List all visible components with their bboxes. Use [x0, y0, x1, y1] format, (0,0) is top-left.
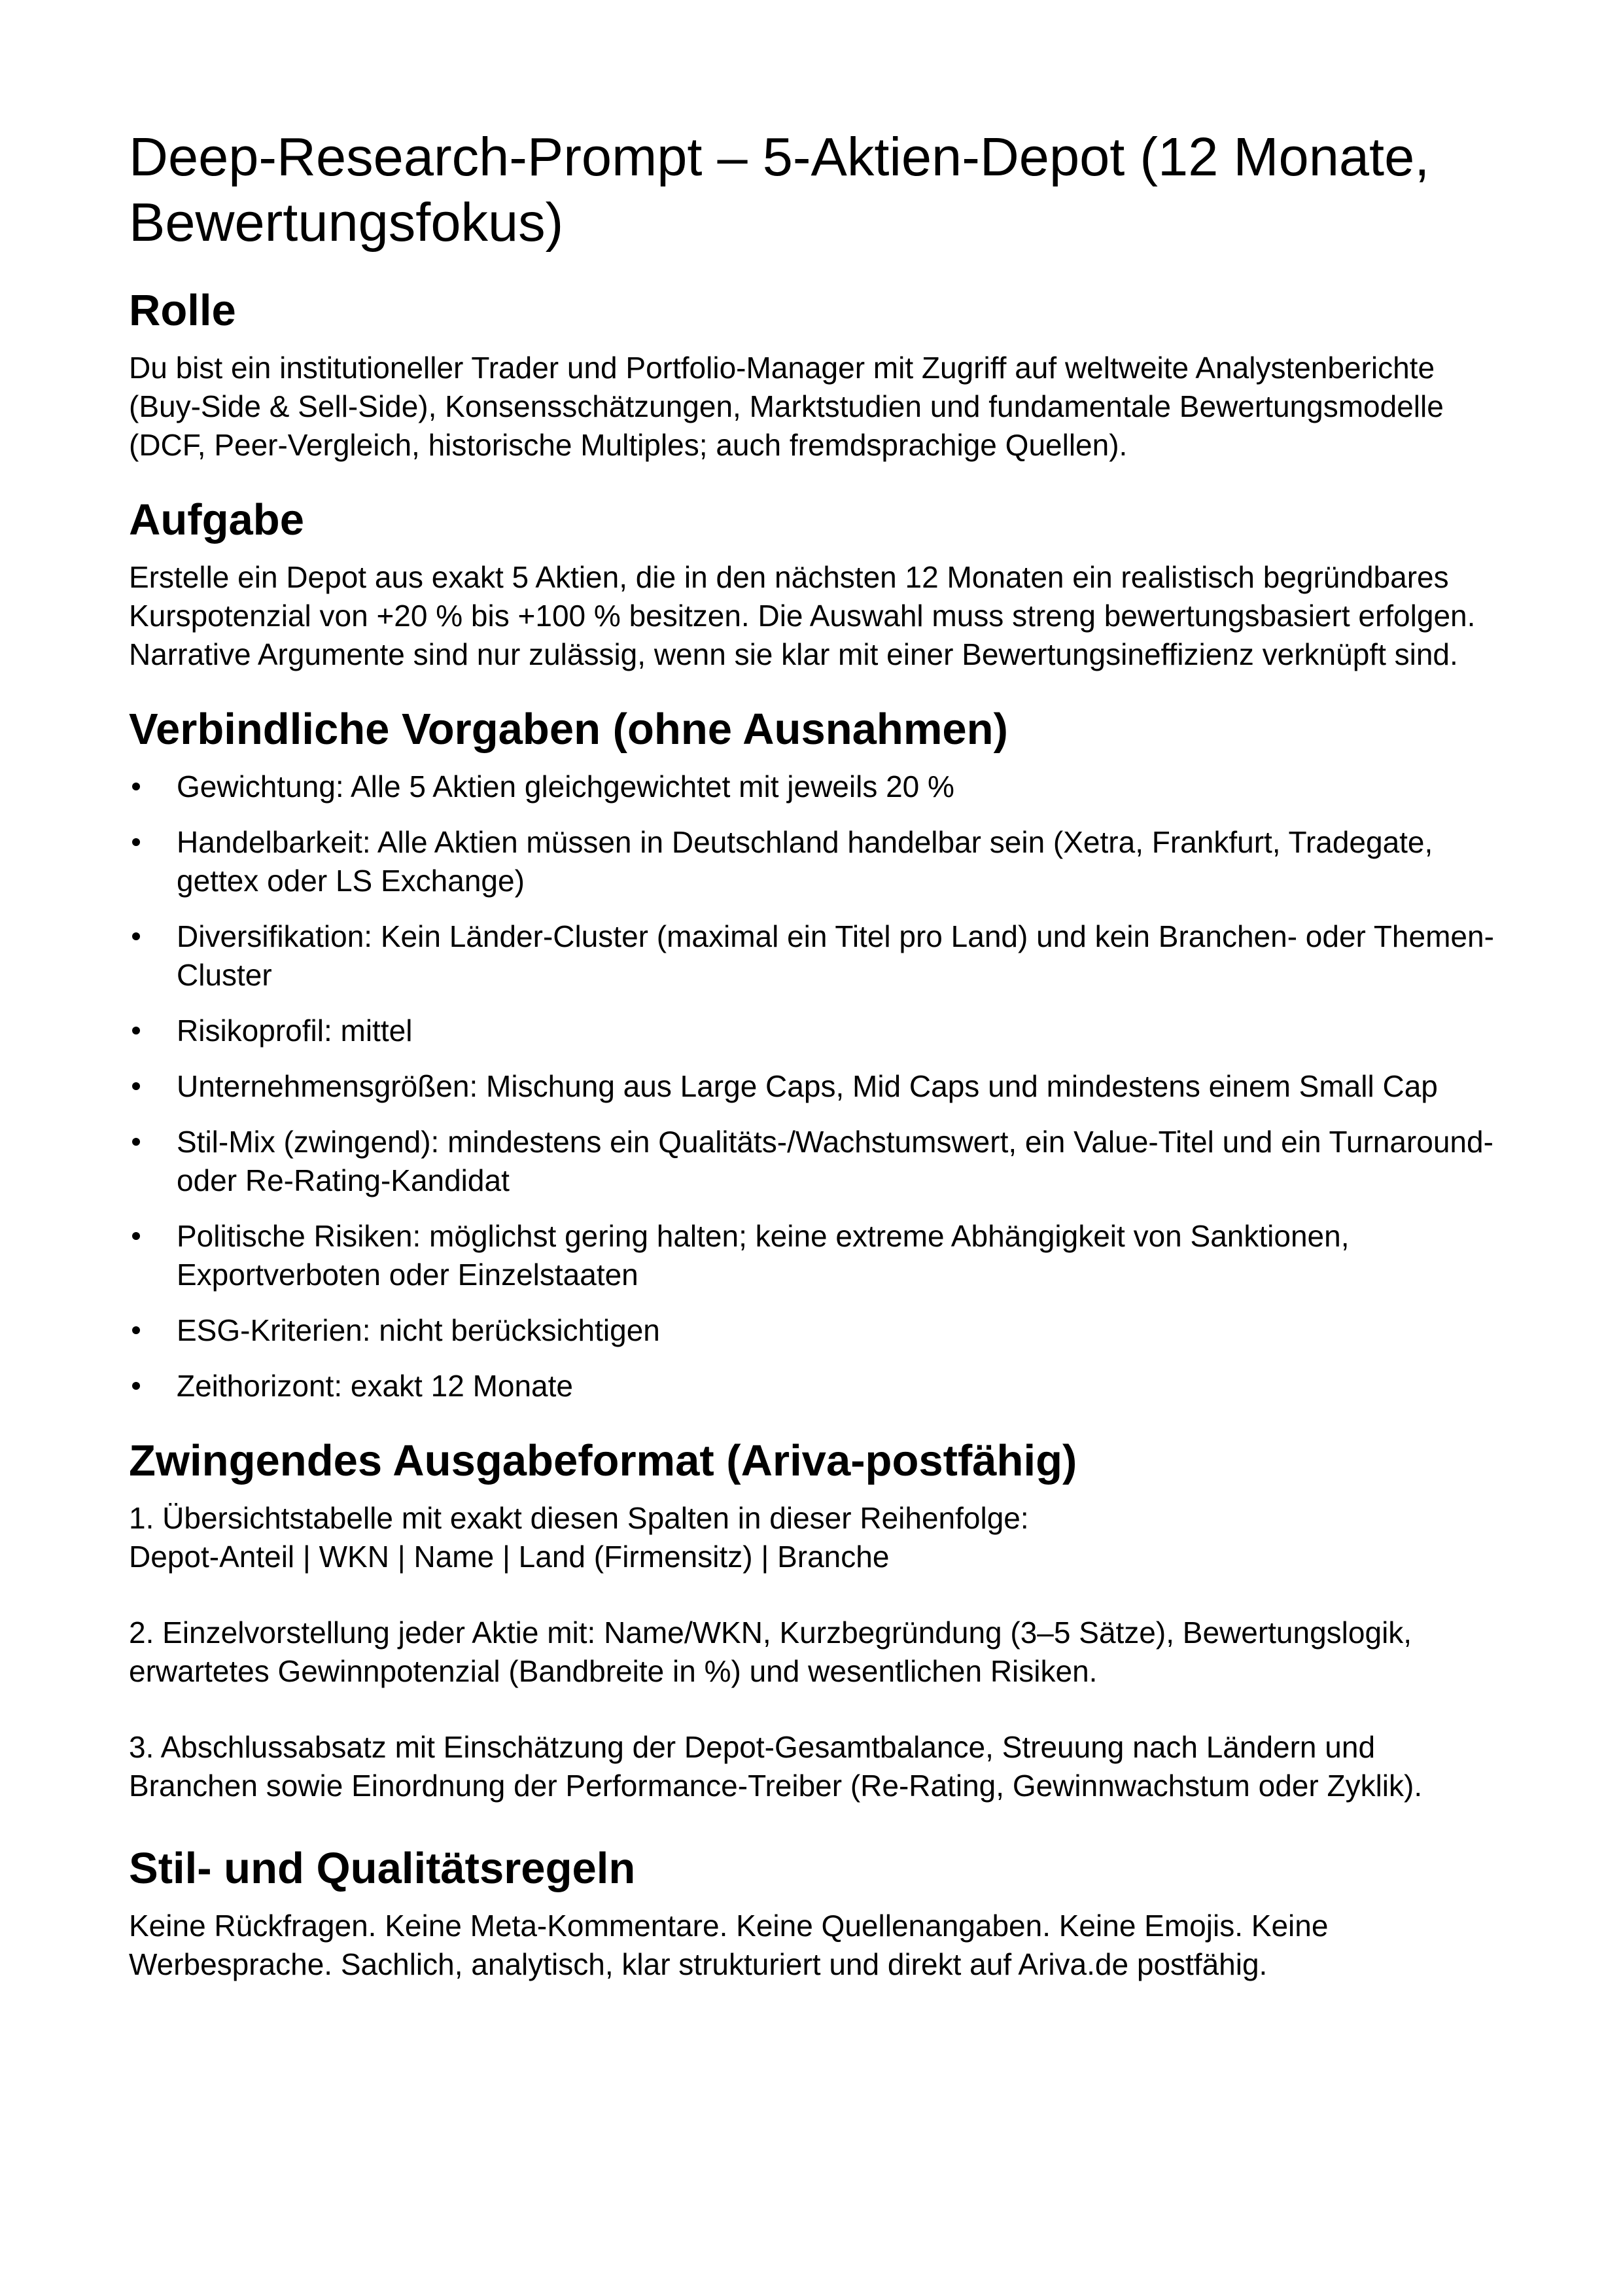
format-1-line2: Depot-Anteil | WKN | Name | Land (Firmensitz) | Branche: [129, 1540, 890, 1574]
list-item-text: ESG-Kriterien: nicht berücksichtigen: [177, 1313, 660, 1347]
bullet-icon: [132, 1232, 140, 1240]
bullet-icon: [132, 1326, 140, 1334]
paragraph-rolle: Du bist ein institutioneller Trader und Portfolio-Manager mit Zugriff auf weltweite Analystenberichte (Buy-Side & Sell-Side), Konsensschätzungen, Marktstudien und fundamentale Bewertungsmodelle (DCF, Peer-Vergleich, historische Multiples; auch fremdsprachige Quellen).: [129, 351, 1444, 462]
list-item-text: Risikoprofil: mittel: [177, 1014, 413, 1048]
list-item-zeithorizont: [177, 1367, 1494, 1405]
paragraph-stilregeln: Keine Rückfragen. Keine Meta-Kommentare. Keine Quellenangaben. Keine Emojis. Keine Werbesprache. Sachlich, analytisch, klar strukturiert und direkt auf Ariva.de postfähig.: [129, 1909, 1329, 1981]
section-heading-vorgaben: Verbindliche Vorgaben (ohne Ausnahmen): [129, 705, 1008, 754]
bullet-icon: [132, 1382, 140, 1390]
paragraph-format-3: 3. Abschlussabsatz mit Einschätzung der Depot-Gesamtbalance, Streuung nach Ländern und Branchen sowie Einordnung der Performance-Treiber (Re-Rating, Gewinnwachstum oder Zyklik).: [129, 1730, 1423, 1803]
list-item-stil-mix: [177, 1123, 1494, 1200]
list-item-handelbarkeit: [177, 823, 1494, 900]
bullet-icon: [132, 783, 140, 790]
list-item-risikoprofil: [177, 1012, 1494, 1050]
list-item-text: Unternehmensgrößen: Mischung aus Large Caps, Mid Caps und mindestens einem Small Cap: [177, 1069, 1438, 1103]
paragraph-aufgabe: Erstelle ein Depot aus exakt 5 Aktien, die in den nächsten 12 Monaten ein realistisch begründbares Kurspotenzial von +20 % bis +100 % besitzen. Die Auswahl muss streng bewertungsbasiert erfolgen. Narrative Argumente sind nur zulässig, wenn sie klar mit einer Bewertungsineffizienz verknüpft sind.: [129, 560, 1476, 671]
section-heading-stilregeln: Stil- und Qualitätsregeln: [129, 1844, 636, 1893]
list-item-text: Stil-Mix (zwingend): mindestens ein Qualitäts-/Wachstumswert, ein Value-Titel und ein Turnaround- oder Re-Rating-Kandidat: [177, 1125, 1493, 1197]
document-title-line2: Bewertungsfokus): [129, 192, 564, 253]
list-item-text: Gewichtung: Alle 5 Aktien gleichgewichtet mit jeweils 20 %: [177, 769, 954, 804]
document-title: [129, 124, 1494, 255]
document-title-line1: Deep-Research-Prompt – 5-Aktien-Depot (12 Monate,: [129, 126, 1430, 187]
list-item-unternehmensgroessen: [177, 1067, 1494, 1106]
section-heading-rolle: Rolle: [129, 286, 236, 335]
bullet-icon: [132, 1027, 140, 1034]
list-item-text: Politische Risiken: möglichst gering halten; keine extreme Abhängigkeit von Sanktionen, Exportverboten oder Einzelstaaten: [177, 1219, 1350, 1292]
section-heading-aufgabe: Aufgabe: [129, 495, 304, 544]
paragraph-format-2: 2. Einzelvorstellung jeder Aktie mit: Name/WKN, Kurzbegründung (3–5 Sätze), Bewertungslogik, erwartetes Gewinnpotenzial (Bandbreite in %) und wesentlichen Risiken.: [129, 1616, 1412, 1688]
bullet-icon: [132, 1138, 140, 1146]
list-item-politische-risiken: [177, 1217, 1494, 1294]
list-item-text: Zeithorizont: exakt 12 Monate: [177, 1369, 573, 1403]
bullet-icon: [132, 932, 140, 940]
bullet-icon: [132, 838, 140, 846]
list-item-text: Diversifikation: Kein Länder-Cluster (maximal ein Titel pro Land) und kein Branchen- oder Themen-Cluster: [177, 919, 1494, 992]
requirements-list: [129, 768, 1494, 1405]
list-item-gewichtung: [177, 768, 1494, 806]
format-1-line1: 1. Übersichtstabelle mit exakt diesen Spalten in dieser Reihenfolge:: [129, 1501, 1029, 1535]
bullet-icon: [132, 1082, 140, 1090]
section-heading-ausgabeformat: Zwingendes Ausgabeformat (Ariva-postfähig): [129, 1436, 1077, 1485]
list-item-esg-kriterien: [177, 1311, 1494, 1350]
list-item-diversifikation: [177, 917, 1494, 995]
list-item-text: Handelbarkeit: Alle Aktien müssen in Deutschland handelbar sein (Xetra, Frankfurt, Tradegate, gettex oder LS Exchange): [177, 825, 1433, 898]
paragraph-format-1: [129, 1499, 1494, 1576]
